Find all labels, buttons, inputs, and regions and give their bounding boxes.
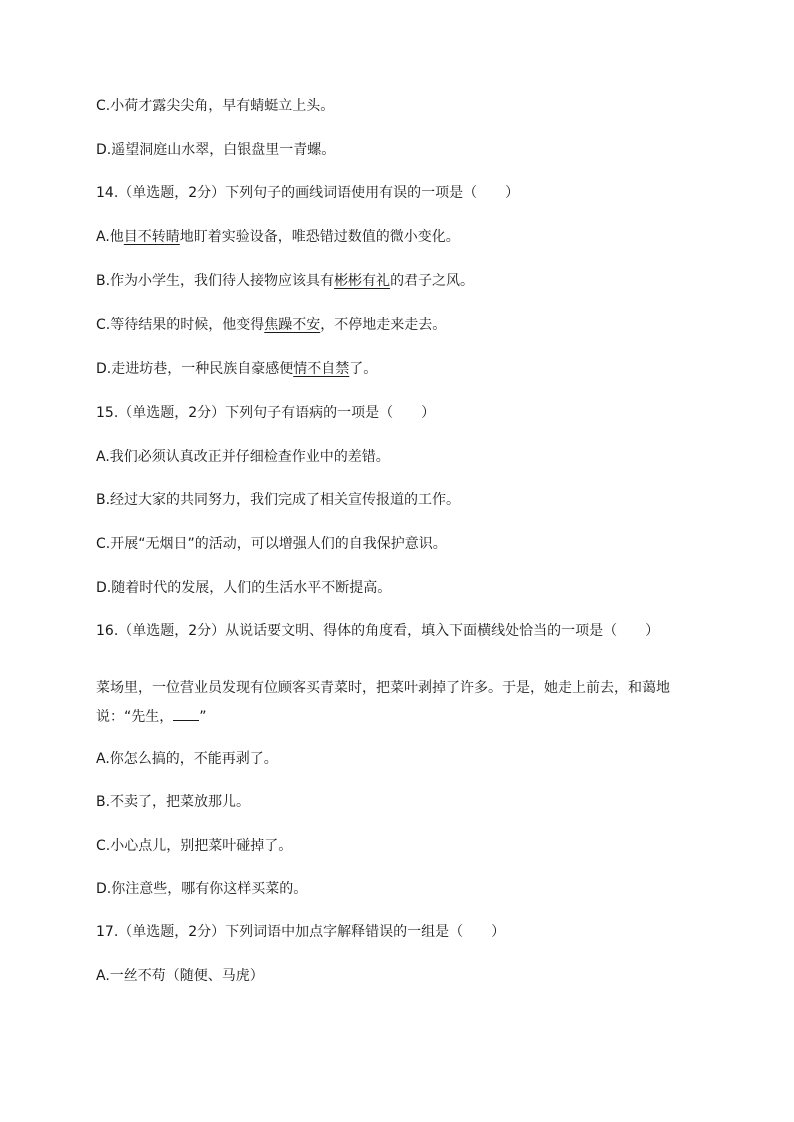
q14-a-suffix: 地盯着实验设备，唯恐错过数值的微小变化。 <box>179 229 460 245</box>
q14-option-b <box>96 271 474 291</box>
q16-passage-line-1: 菜场里，一位营业员发现有位顾客买青菜时，把菜叶剥掉了许多。于是，她走上前去，和蔼地 <box>96 680 670 696</box>
q14-option-a <box>96 227 460 247</box>
q14-c-suffix: ，不停地走来走去。 <box>320 317 447 333</box>
q14-b-prefix: B.作为小学生，我们待人接物应该具有 <box>96 273 335 289</box>
q14-b-suffix: 的君子之风。 <box>390 273 475 289</box>
q15-option-d: D.随着时代的发展，人们的生活水平不断提高。 <box>96 580 392 596</box>
q14-a-underlined-word: 目不转睛 <box>123 229 180 245</box>
q16-passage-prefix: 说：“先生， <box>96 709 174 725</box>
q15-option-c: C.开展“无烟日”的活动，可以增强人们的自我保护意识。 <box>96 536 447 552</box>
q14-c-prefix: C.等待结果的时候，他变得 <box>96 317 265 333</box>
q15-option-b: B.经过大家的共同努力，我们完成了相关宣传报道的工作。 <box>96 492 461 508</box>
question-16-stem: 16.（单选题，2分）从说话要文明、得体的角度看，填入下面横线处恰当的一项是（ ） <box>96 623 660 639</box>
q16-passage-suffix: ” <box>199 709 207 725</box>
option-d-poem: D.遥望洞庭山水翠，白银盘里一青螺。 <box>96 142 336 158</box>
q14-c-underlined-word: 焦躁不安 <box>264 317 321 333</box>
q14-a-prefix: A.他 <box>96 229 124 245</box>
question-15-stem: 15.（单选题，2分）下列句子有语病的一项是（ ） <box>96 405 436 421</box>
q14-b-underlined-word: 彬彬有礼 <box>334 273 391 289</box>
q16-option-c: C.小心点儿，别把菜叶碰掉了。 <box>96 838 293 854</box>
q16-passage-line-2 <box>96 706 207 727</box>
q14-option-d <box>96 359 377 379</box>
q15-option-a: A.我们必须认真改正并仔细检查作业中的差错。 <box>96 449 390 465</box>
question-17-stem: 17.（单选题，2分）下列词语中加点字解释错误的一组是（ ） <box>96 924 506 940</box>
q14-d-prefix: D.走进坊巷，一种民族自豪感便 <box>96 361 294 377</box>
question-14-stem: 14.（单选题，2分）下列句子的画线词语使用有误的一项是（ ） <box>96 185 520 201</box>
fill-in-blank <box>173 706 199 721</box>
q16-option-a: A.你怎么搞的，不能再剥了。 <box>96 751 278 767</box>
q17-option-a: A.一丝不苟（随便、马虎） <box>96 968 264 984</box>
q14-option-c <box>96 315 446 335</box>
option-c-poem: C.小荷才露尖尖角，早有蜻蜓立上头。 <box>96 98 335 114</box>
q16-option-b: B.不卖了，把菜放那儿。 <box>96 794 251 810</box>
q14-d-underlined-word: 情不自禁 <box>293 361 350 377</box>
q14-d-suffix: 了。 <box>349 361 378 377</box>
q16-option-d: D.你注意些，哪有你这样买菜的。 <box>96 881 308 897</box>
